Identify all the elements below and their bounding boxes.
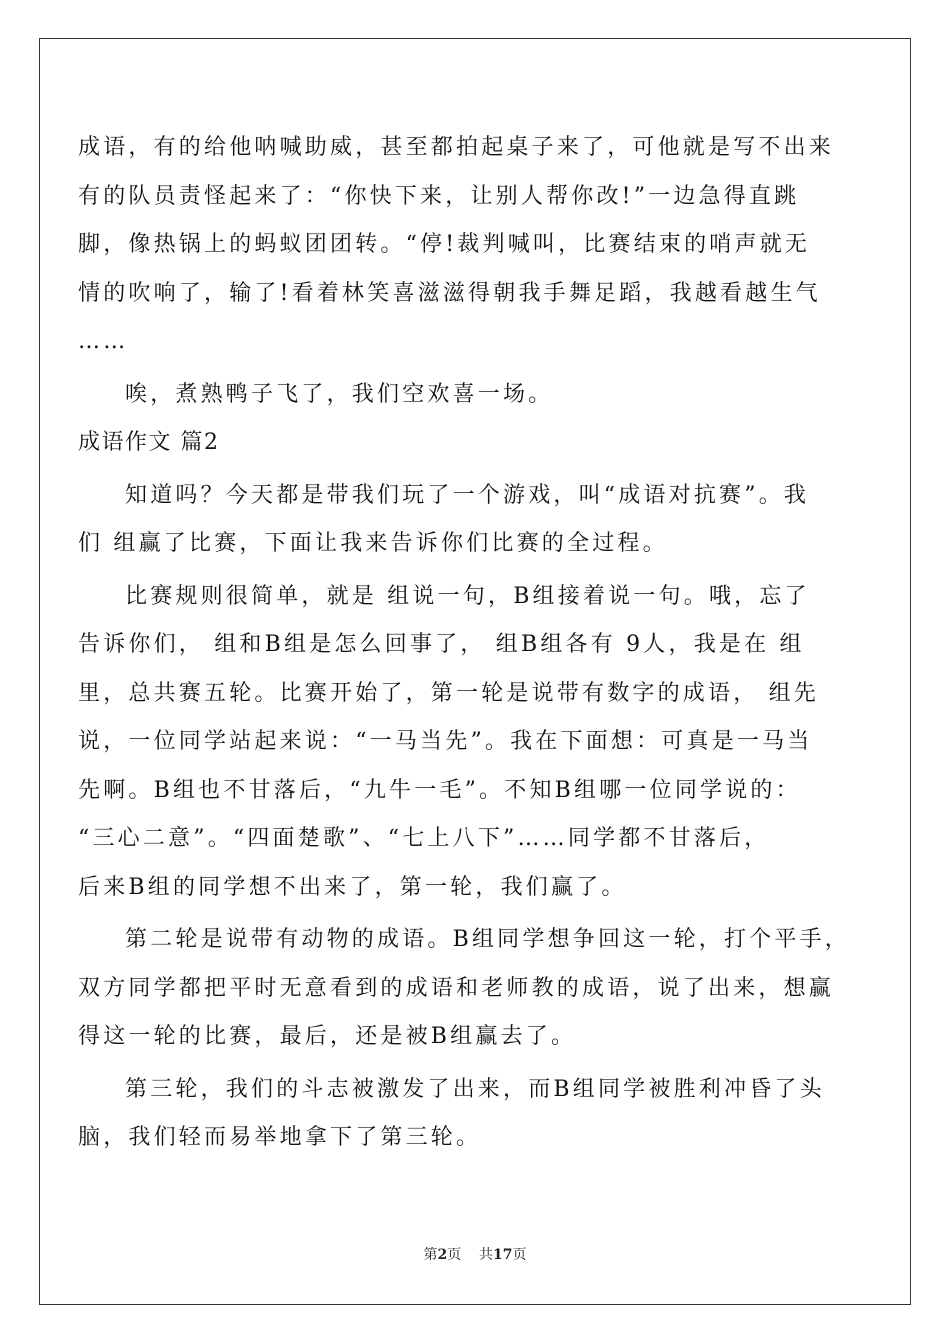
document-body [78, 124, 850, 1163]
paragraph-6 [78, 1066, 834, 1163]
paragraph-1 [78, 124, 834, 367]
heading-text: 成语作文 篇2 [78, 430, 220, 455]
text-line: 脚，像热锅上的蚂蚁团团转。“停!裁判喊叫，比赛结束的哨声就无 [78, 232, 811, 257]
text-line: …… [78, 329, 129, 354]
text-line: 成语，有的给他呐喊助威，甚至都拍起桌子来了，可他就是写不出来 [78, 135, 835, 160]
footer-mid: 页 共 [447, 1247, 494, 1263]
page-footer [0, 1244, 950, 1264]
current-page-number: 2 [437, 1247, 448, 1263]
text-line: 里，总共赛五轮。比赛开始了，第一轮是说带有数字的成语， 组先 [78, 680, 819, 706]
paragraph-3 [78, 472, 834, 569]
text-line: “三心二意”。“四面楚歌”、“七上八下”……同学都不甘落后， [78, 826, 770, 851]
text-line: 有的队员责怪起来了：“你快下来，让别人帮你改!”一边急得直跳 [78, 183, 800, 209]
paragraph-2 [78, 371, 834, 420]
text-line: 第三轮，我们的斗志被激发了出来，而B组同学被胜利冲昏了头 [125, 1076, 825, 1102]
total-pages-number: 17 [493, 1247, 513, 1263]
text-line: 唉，煮熟鸭子飞了，我们空欢喜一场。 [125, 381, 554, 407]
text-line: 比赛规则很简单，就是 组说一句，B组接着说一句。哦，忘了 [125, 583, 810, 609]
text-line: 后来B组的同学想不出来了，第一轮，我们赢了。 [78, 874, 627, 900]
footer-prefix: 第 [423, 1247, 438, 1263]
section-heading [78, 419, 834, 468]
text-line: 脑，我们轻而易举地拿下了第三轮。 [78, 1125, 482, 1150]
text-line: 知道吗？今天都是带我们玩了一个游戏，叫“成语对抗赛”。我 [125, 482, 810, 508]
text-line: 第二轮是说带有动物的成语。B组同学想争回这一轮，打个平手， [125, 927, 850, 952]
paragraph-4 [78, 573, 834, 913]
text-line: 们 组赢了比赛，下面让我来告诉你们比赛的全过程。 [78, 531, 668, 556]
text-line: 告诉你们， 组和B组是怎么回事了， 组B组各有 9人，我是在 组 [78, 632, 805, 657]
paragraph-5 [78, 916, 850, 1062]
text-line: 得这一轮的比赛，最后，还是被B组赢去了。 [78, 1024, 577, 1049]
text-line: 说，一位同学站起来说：“一马当先”。我在下面想：可真是一马当 [78, 729, 813, 754]
text-line: 双方同学都把平时无意看到的成语和老师教的成语，说了出来，想赢 [78, 975, 835, 1001]
footer-suffix: 页 [512, 1247, 527, 1263]
text-line: 情的吹响了，输了!看着林笑喜滋滋得朝我手舞足蹈，我越看越生气 [78, 280, 821, 306]
text-line: 先啊。B组也不甘落后，“九牛一毛”。不知B组哪一位同学说的： [78, 777, 801, 803]
